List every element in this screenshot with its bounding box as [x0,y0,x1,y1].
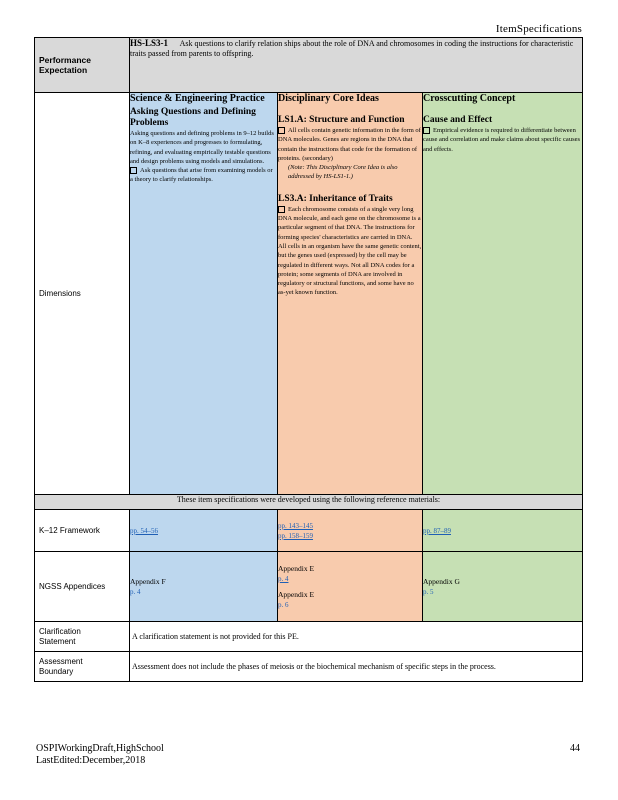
footer-left [36,743,164,767]
k12-label-cell [35,510,130,552]
pe-text-cell [130,38,583,93]
sep-bullet-item [130,166,277,185]
pe-label-line2: Expectation [39,65,88,75]
ngss-dci-page-1[interactable]: p. 4 [278,574,289,583]
ngss-cc-cell [423,552,583,622]
ngss-label: NGSS Appendices [39,581,106,591]
ngss-cc-appendix: Appendix G [423,576,460,586]
sep-bullet-text: Ask questions that arise from examining models or a theory to clarify relationships. [130,167,273,184]
assessment-label-cell [35,652,130,682]
checkbox-bullet-icon [278,206,285,213]
k12-dci-cell [278,510,423,552]
clarification-label-line2: Statement [39,636,76,646]
sep-title: Science & Engineering Practice [130,93,265,104]
ngss-dci-cell [278,552,423,622]
ngss-sep-page: p. 4 [130,587,141,596]
dci-section1-title: LS1.A: Structure and Function [278,115,405,125]
assessment-text: Assessment does not include the phases of meiosis or the biochemical mechanism of specific steps in the process. [130,652,583,682]
dci-section2-bullet-item [278,205,422,298]
ngss-dci-appendix-2: Appendix E [278,589,315,599]
dimensions-label-cell [35,93,130,495]
k12-cc-link[interactable]: pp. 87–89 [423,526,451,535]
reference-intro: These item specifications were developed using the following reference materials: [35,495,583,510]
cc-column [423,93,583,495]
checkbox-bullet-icon [423,127,430,134]
dimensions-label: Dimensions [39,288,81,298]
checkbox-bullet-icon [130,167,137,174]
ngss-label-cell [35,552,130,622]
k12-label: K–12 Framework [39,525,100,535]
ngss-dci-appendix-1: Appendix E [278,563,315,573]
pe-label-line1: Performance [39,55,91,65]
ngss-cc-page: p. 5 [423,587,434,596]
pe-text: Ask questions to clarify relation ships about the role of DNA and chromosomes in coding the instructions for characteristic traits passed from parents to offspring. [130,39,574,58]
ngss-dci-page-2: p. 6 [278,600,289,609]
sep-intro: Asking questions and defining problems in 9–12 builds on K–8 experiences and progresses to formulating, refining, and evaluating empirically testable questions and design problems using models and simulations. [130,130,274,165]
dci-section2-title: LS3.A: Inheritance of Traits [278,193,393,204]
dci-section2-bullet: Each chromosome consists of a single very long DNA molecule, and each gene on the chromosome is a particular segment of that DNA. The instructions for forming species' characteristics are carried in DNA. All cells in an organism have the same genetic content, but the genes used (expressed) by the cell may be regulated in different ways. Not all DNA codes for a protein; some segments of DNA are involved in regulatory or structural functions, and some have no as-yet known function. [278,205,422,297]
k12-sep-link[interactable]: pp. 54–56 [130,526,158,535]
dci-section1-bullet: All cells contain genetic information in the form of DNA molecules. Genes are regions in the DNA that contain the instructions that code for the formation of proteins. (secondary) [278,127,421,162]
assessment-label-line2: Boundary [39,666,74,676]
checkbox-bullet-icon [278,127,285,134]
item-specification-table [34,37,583,682]
k12-dci-link-2[interactable]: pp. 158–159 [278,531,313,540]
dci-column [278,93,423,495]
pe-code: HS-LS3-1 [130,38,169,48]
footer-line2: LastEdited:December,2018 [36,755,146,766]
ngss-sep-appendix: Appendix F [130,576,166,586]
clarification-label-line1: Clarification [39,626,81,636]
sep-subtitle: Asking Questions and Defining Problems [130,107,256,128]
k12-dci-link-1[interactable]: pp. 143–145 [278,521,313,530]
clarification-text: A clarification statement is not provided for this PE. [130,622,583,652]
cc-subtitle: Cause and Effect [423,115,493,125]
dci-section1-bullet-item [278,126,422,163]
page-header: ItemSpecifications [495,23,582,35]
clarification-label-cell [35,622,130,652]
cc-bullet: Empirical evidence is required to differentiate between cause and correlation and make claims about specific causes and effects. [423,127,581,153]
assessment-label-line1: Assessment [39,656,83,666]
pe-label-cell [35,38,130,93]
sep-column [130,93,278,495]
cc-bullet-item [423,126,582,154]
footer-line1: OSPIWorkingDraft,HighSchool [36,743,164,754]
dci-title: Disciplinary Core Ideas [278,93,379,104]
k12-cc-cell [423,510,583,552]
cc-title: Crosscutting Concept [423,93,516,104]
dci-section1-note: (Note: This Disciplinary Core Idea is also addressed by HS-LS1-1.) [288,164,398,181]
ngss-sep-cell [130,552,278,622]
page-number: 44 [570,743,580,754]
k12-sep-cell [130,510,278,552]
